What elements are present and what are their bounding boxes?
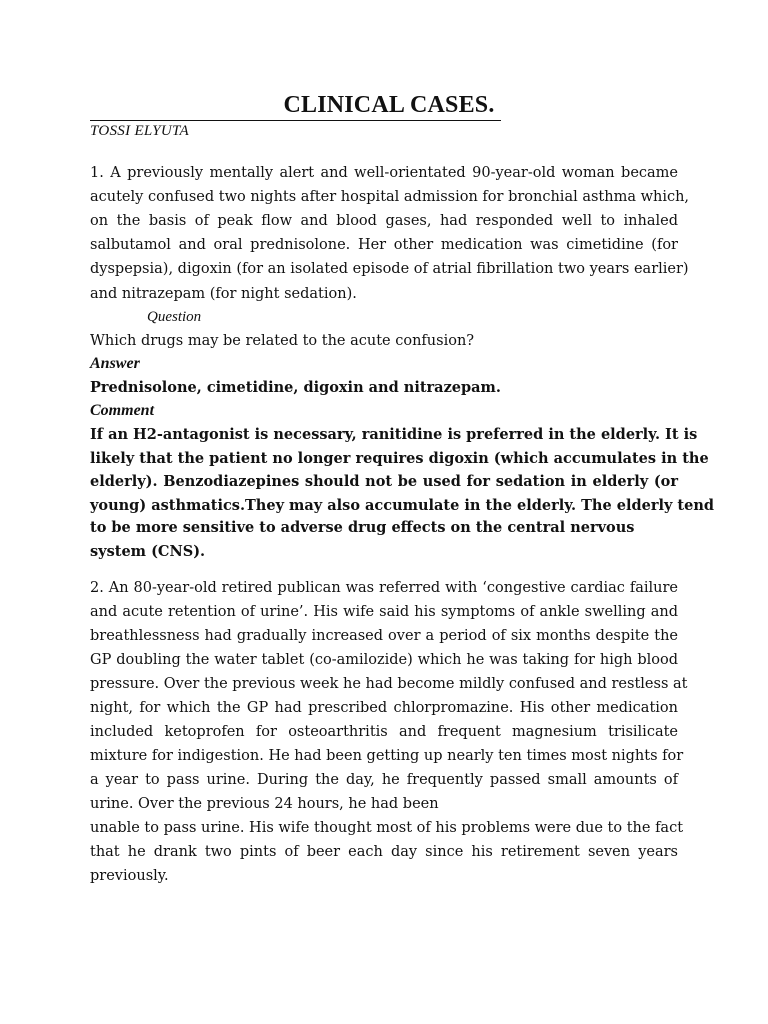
case2-line: urine. Over the previous 24 hours, he had been: [90, 796, 439, 812]
case1-line: and nitrazepam (for night sedation).: [90, 286, 357, 302]
case2-line: a year to pass urine. During the day, he frequently passed small amounts of: [90, 772, 678, 788]
comment-line: elderly). Benzodiazepines should not be used for sedation in elderly (or: [90, 473, 678, 490]
case2-line: included ketoprofen for osteoarthritis and frequent magnesium trisilicate: [90, 724, 678, 740]
question-text: Which drugs may be related to the acute confusion?: [90, 333, 475, 349]
comment-line: young) asthmatics.They may also accumulate in the elderly. The elderly tend: [90, 497, 715, 514]
comment-line: system (CNS).: [90, 543, 206, 560]
case2-line: unable to pass urine. His wife thought most of his problems were due to the fact: [90, 820, 684, 836]
author-name: TOSSI ELYUTA: [90, 123, 190, 139]
answer-label: Answer: [90, 355, 140, 372]
case1-line: acutely confused two nights after hospital admission for bronchial asthma which,: [90, 189, 690, 205]
case2-line: breathlessness had gradually increased over a period of six months despite the: [90, 628, 678, 644]
case1-line: dyspepsia), digoxin (for an isolated episode of atrial fibrillation two years earlier): [90, 261, 689, 277]
case2-line: GP doubling the water tablet (co-amilozide) which he was taking for high blood: [90, 652, 678, 668]
case2-line: previously.: [90, 868, 169, 884]
comment-line: to be more sensitive to adverse drug effects on the central nervous: [90, 519, 635, 536]
comment-label: Comment: [90, 402, 155, 419]
case2-line: and acute retention of urine’. His wife said his symptoms of ankle swelling and: [90, 604, 678, 620]
document-title: CLINICAL CASES.: [283, 92, 495, 118]
title-underline: [90, 120, 501, 121]
case1-line: 1. A previously mentally alert and well-orientated 90-year-old woman became: [90, 165, 678, 181]
case2-line: mixture for indigestion. He had been getting up nearly ten times most nights for: [90, 748, 684, 764]
case2-line: night, for which the GP had prescribed chlorpromazine. His other medication: [90, 700, 678, 716]
case1-line: on the basis of peak flow and blood gases, had responded well to inhaled: [90, 213, 678, 229]
question-label: Question: [147, 309, 202, 325]
case1-line: salbutamol and oral prednisolone. Her other medication was cimetidine (for: [90, 237, 678, 253]
comment-line: likely that the patient no longer requires digoxin (which accumulates in the: [90, 450, 709, 467]
case2-line: that he drank two pints of beer each day since his retirement seven years: [90, 844, 678, 860]
answer-text: Prednisolone, cimetidine, digoxin and nitrazepam.: [90, 379, 501, 396]
case2-line: pressure. Over the previous week he had become mildly confused and restless at: [90, 676, 688, 692]
case2-line: 2. An 80-year-old retired publican was referred with ‘congestive cardiac failure: [90, 580, 678, 596]
comment-line: If an H2-antagonist is necessary, ranitidine is preferred in the elderly. It is: [90, 426, 698, 443]
